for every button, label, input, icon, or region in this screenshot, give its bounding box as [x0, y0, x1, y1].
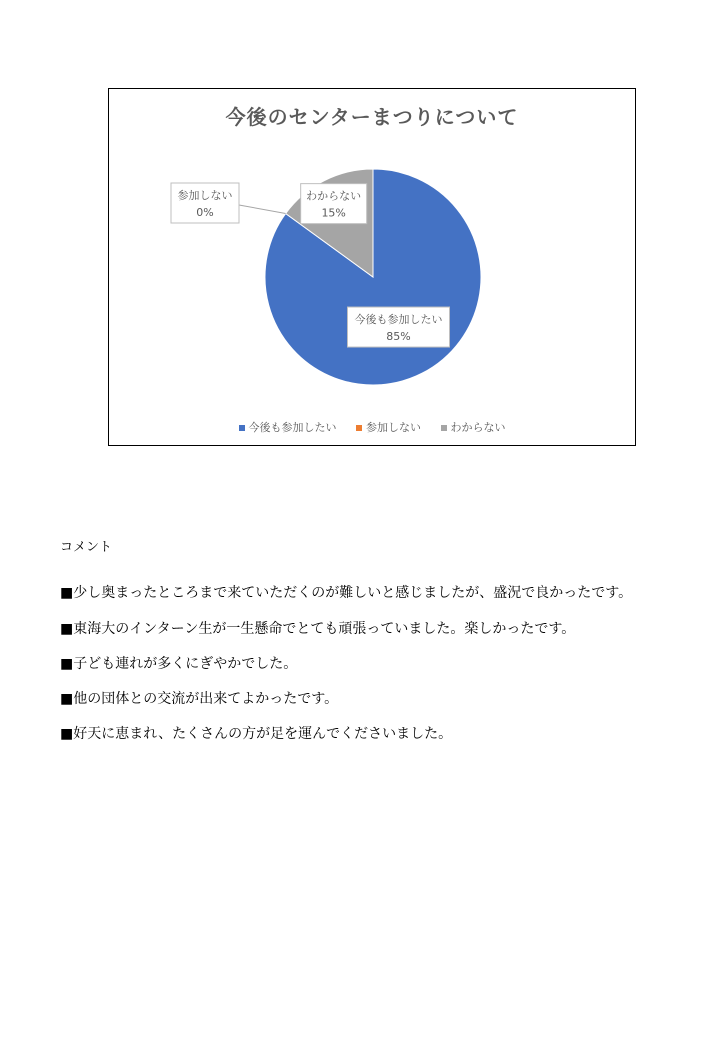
chart-title: 今後のセンターまつりについて	[225, 105, 519, 129]
legend-swatch-2	[441, 425, 447, 431]
pie-chart-canvas	[109, 89, 637, 447]
legend-item-2	[441, 419, 506, 435]
legend-swatch-1	[356, 425, 362, 431]
pie-leader-line-1	[239, 205, 286, 214]
legend-item-1	[356, 419, 421, 435]
legend-label-0: 今後も参加したい	[248, 421, 337, 434]
legend-item-0	[239, 419, 337, 435]
comment-item-2: ■子ども連れが多くにぎやかでした。	[60, 656, 298, 672]
pie-label-value-0: 85%	[386, 330, 411, 344]
pie-chart	[108, 88, 636, 446]
legend-label-1: 参加しない	[366, 421, 421, 434]
pie-label-value-1: 0%	[196, 206, 214, 219]
comments-heading: コメント	[60, 540, 113, 555]
comment-item-0: ■少し奥まったところまで来ていただくのが難しいと感じましたが、盛況で良かったです。	[60, 585, 633, 601]
pie-label-name-1: 参加しない	[177, 189, 233, 202]
pie-label-value-2: 15%	[321, 206, 346, 220]
pie-label-name-0: 今後も参加したい	[354, 313, 443, 327]
comment-item-4: ■好天に恵まれ、たくさんの方が足を運んでくださいました。	[60, 726, 453, 742]
chart-legend	[109, 419, 635, 435]
legend-swatch-0	[239, 425, 245, 431]
legend-label-2: わからない	[450, 421, 506, 434]
comment-item-1: ■東海大のインターン生が一生懸命でとても頑張っていました。楽しかったです。	[60, 621, 576, 637]
pie-label-name-2: わからない	[306, 189, 362, 203]
comment-item-3: ■他の団体との交流が出来てよかったです。	[60, 691, 339, 707]
